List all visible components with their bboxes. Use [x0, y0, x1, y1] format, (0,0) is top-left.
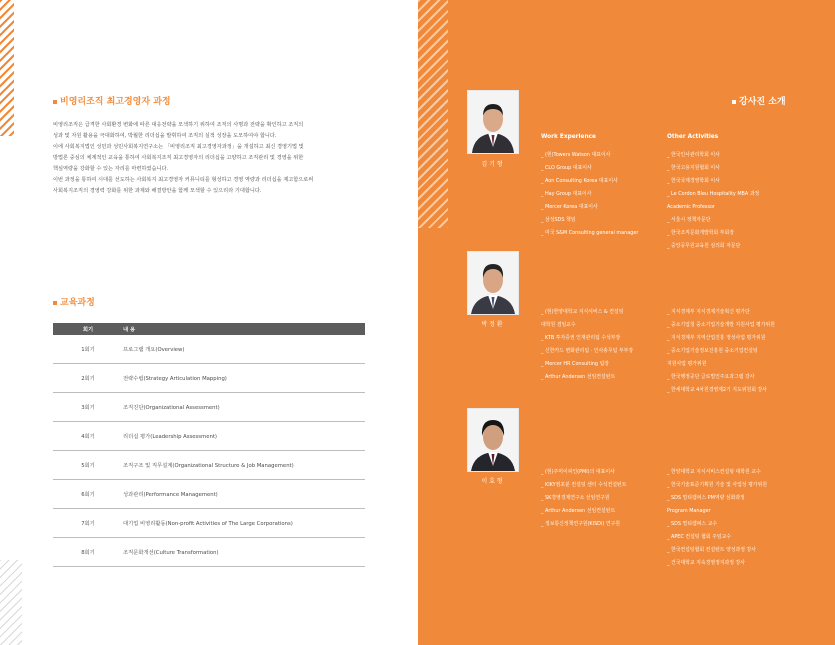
list-item: _ 한국국제경영학회 이사: [667, 178, 720, 184]
list-item: _ 서울시 정책자문단: [667, 217, 711, 223]
list-item: _ 삼성SDS 책임: [541, 217, 576, 223]
list-item: _ SDS 멀티캠퍼스 PM역량 심화과정: [667, 495, 745, 501]
session-cell: 3회기: [53, 393, 123, 422]
intro-line: 이에 사회복지법인 성민과 성민사회복지연구소는 「비영리조직 최고경영자과정」을 개설하고 최신 경영기법 및: [53, 144, 304, 150]
header-session: 회기: [53, 323, 123, 335]
other-list: [667, 149, 759, 253]
session-cell: 5회기: [53, 451, 123, 480]
content-cell: 대기업 비영리활동(Non-profit Activities of The Large Corporations): [123, 509, 365, 538]
list-item: _ 건국대학교 지속경영정지과정 강사: [667, 560, 745, 566]
table-row: [53, 451, 365, 480]
white-hatch-decoration: [418, 0, 448, 228]
content-cell: 프로그램 개요(Overview): [123, 335, 365, 364]
instructor-name: 박 정 환: [481, 321, 503, 328]
work-list: [541, 466, 626, 531]
list-item: _ 한양대학교 지식서비스컨설팅 대학원 교수: [667, 469, 761, 475]
intro-line: 이번 과정을 통하여 시대를 선도하는 사회복지 최고경영자 커뮤니티를 형성하고 경영 역량과 리더십을 제고함으로써: [53, 177, 314, 183]
list-item: _ (현)한양대학교 지식서비스 & 컨설팅: [541, 309, 624, 315]
program-title: 비영리조직 최고경영자 과정: [53, 94, 171, 107]
table-header-row: [53, 323, 365, 335]
other-list: [667, 306, 775, 397]
table-row: [53, 509, 365, 538]
list-item: _ 지식경제부 지식경제기술혁신 평가단: [667, 309, 750, 315]
intro-line: 비영리조직은 급격한 사회환경 변화에 따른 대응전략을 모색하기 위하여 조직의 사명과 전략을 확인하고 조직의: [53, 122, 304, 128]
instructors-title: 강사진 소개: [732, 94, 786, 107]
list-item: 대학원 겸임교수: [541, 322, 576, 328]
intro-line: 사회복지조직의 경영력 강화를 위한 과제와 해결방안을 함께 모색할 수 있으리라 기대합니다.: [53, 188, 262, 194]
list-item: _ 한국행정공단 글로벌인주요과그램 강사: [667, 374, 755, 380]
list-item: _ Mercer HR Consulting 팀장: [541, 361, 610, 367]
content-cell: 조직진단(Organizational Assessment): [123, 393, 365, 422]
list-item: _ (현)주미이피인(PMI)의 대표이사: [541, 469, 615, 475]
content-cell: 조직문화개선(Culture Transformation): [123, 538, 365, 567]
list-item: _ Arthur Andersen 선임컨설턴트: [541, 374, 616, 380]
person-portrait-icon: [468, 409, 518, 471]
list-item: _ 한국컨설팅협회 컨설턴트 양성과정 강사: [667, 547, 756, 553]
gray-stripe-decoration: [0, 560, 22, 645]
list-item: Program Manager: [667, 508, 711, 514]
content-cell: 조직구조 및 직무설계(Organizational Structure & Job Management): [123, 451, 365, 480]
session-cell: 2회기: [53, 364, 123, 393]
list-item: _ 중소기업기술정보진흥원 중소기업컨설팅: [667, 348, 758, 354]
session-cell: 4회기: [53, 422, 123, 451]
list-item: _ Arthur Andersen 선임컨설턴트: [541, 508, 616, 514]
instructor-photo: [467, 251, 519, 315]
content-cell: 리더십 평가(Leadership Assessment): [123, 422, 365, 451]
list-item: _ 미국 S&M Consulting general manager: [541, 230, 639, 236]
other-list: [667, 466, 767, 570]
session-cell: 7회기: [53, 509, 123, 538]
table-row: [53, 364, 365, 393]
list-item: _ 지식경제부 지역산업진흥 정성사업 평가위원: [667, 335, 766, 341]
list-item: _ CLO Group 대표이사: [541, 165, 592, 171]
list-item: _ (현)Towers Watson 대표이사: [541, 152, 611, 158]
list-item: _ Hay Group 대표이사: [541, 191, 592, 197]
orange-hatch-decoration: [0, 0, 14, 136]
list-item: _ 정보통신정책연구원(KISDI) 연구원: [541, 521, 621, 527]
bullet-square-icon: [732, 100, 736, 104]
person-portrait-icon: [468, 91, 518, 153]
instructor-name: 이 효 형: [481, 478, 503, 485]
curriculum-table: [53, 323, 365, 567]
table-row: [53, 335, 365, 364]
header-content: 내 용: [123, 323, 365, 335]
list-item: _ Mercer Korea 대표이사: [541, 204, 598, 210]
list-item: _ 한국조직문화개발학회 부회장: [667, 230, 734, 236]
list-item: _ APEC 컨설팅 협회 주임교수: [667, 534, 731, 540]
list-item: _ 한국인사관리학회 이사: [667, 152, 720, 158]
list-item: _ Le Cordon Bleu Hospitality MBA 과정: [667, 191, 760, 197]
content-cell: 전략수립(Strategy Articulation Mapping): [123, 364, 365, 393]
instructor-name: 김 기 형: [481, 161, 503, 168]
bullet-square-icon: [53, 100, 57, 104]
list-item: _ 한세대학교 4차원경영제2기 지도위원회 강사: [667, 387, 767, 393]
curriculum-title: 교육과정: [53, 295, 95, 308]
list-item: _ 신한카드 변화관리팀 · 인사총무팀 부부장: [541, 348, 634, 354]
bullet-square-icon: [53, 301, 57, 305]
intro-line: 성과 및 자원 활용을 극대화하여, 박월한 리더십을 발휘하여 조직의 실적 성장을 도모하여야 합니다.: [53, 133, 277, 139]
list-item: _ 한국기술표준기획원 기술 및 사업성 평가위원: [667, 482, 767, 488]
other-heading: Other Activities: [667, 134, 719, 140]
intro-line: 핵심역량을 강화할 수 있는 자리를 마련하였습니다.: [53, 166, 169, 172]
list-item: _ SK경영경제연구소 선임연구원: [541, 495, 610, 501]
list-item: _ 한국고용지원협회 이사: [667, 165, 720, 171]
list-item: _ 중앙공무원교육원 심의회 자문단: [667, 243, 741, 249]
list-item: _ 중소기업청 중소기업기술개발 지원사업 평가위원: [667, 322, 775, 328]
intro-line: 방법론 중심의 체계적인 교육을 통하여 사회복지조직 최고경영자의 리더십을 고양하고 조직관리 및 경영을 위한: [53, 155, 304, 161]
session-cell: 8회기: [53, 538, 123, 567]
work-list: [541, 306, 633, 384]
table-row: [53, 422, 365, 451]
work-list: [541, 149, 638, 240]
work-heading: Work Experience: [541, 134, 596, 140]
intro-paragraph: [53, 120, 365, 197]
person-portrait-icon: [468, 252, 518, 314]
list-item: _ KTB 투자증권 인재관리팀 수석부장: [541, 335, 621, 341]
table-row: [53, 393, 365, 422]
instructor-photo: [467, 90, 519, 154]
list-item: Academic Professor: [667, 204, 716, 210]
table-row: [53, 538, 365, 567]
list-item: _ SDS 멀티캠퍼스 교수: [667, 521, 718, 527]
instructor-photo: [467, 408, 519, 472]
list-item: _ Aon Consulting Korea 대표이사: [541, 178, 618, 184]
list-item: 지원사업 평가위원: [667, 361, 707, 367]
content-cell: 성과관리(Performance Management): [123, 480, 365, 509]
table-row: [53, 480, 365, 509]
list-item: _ KIKY컴포분 컨설팅 센터 수석컨설턴트: [541, 482, 627, 488]
session-cell: 6회기: [53, 480, 123, 509]
session-cell: 1회기: [53, 335, 123, 364]
